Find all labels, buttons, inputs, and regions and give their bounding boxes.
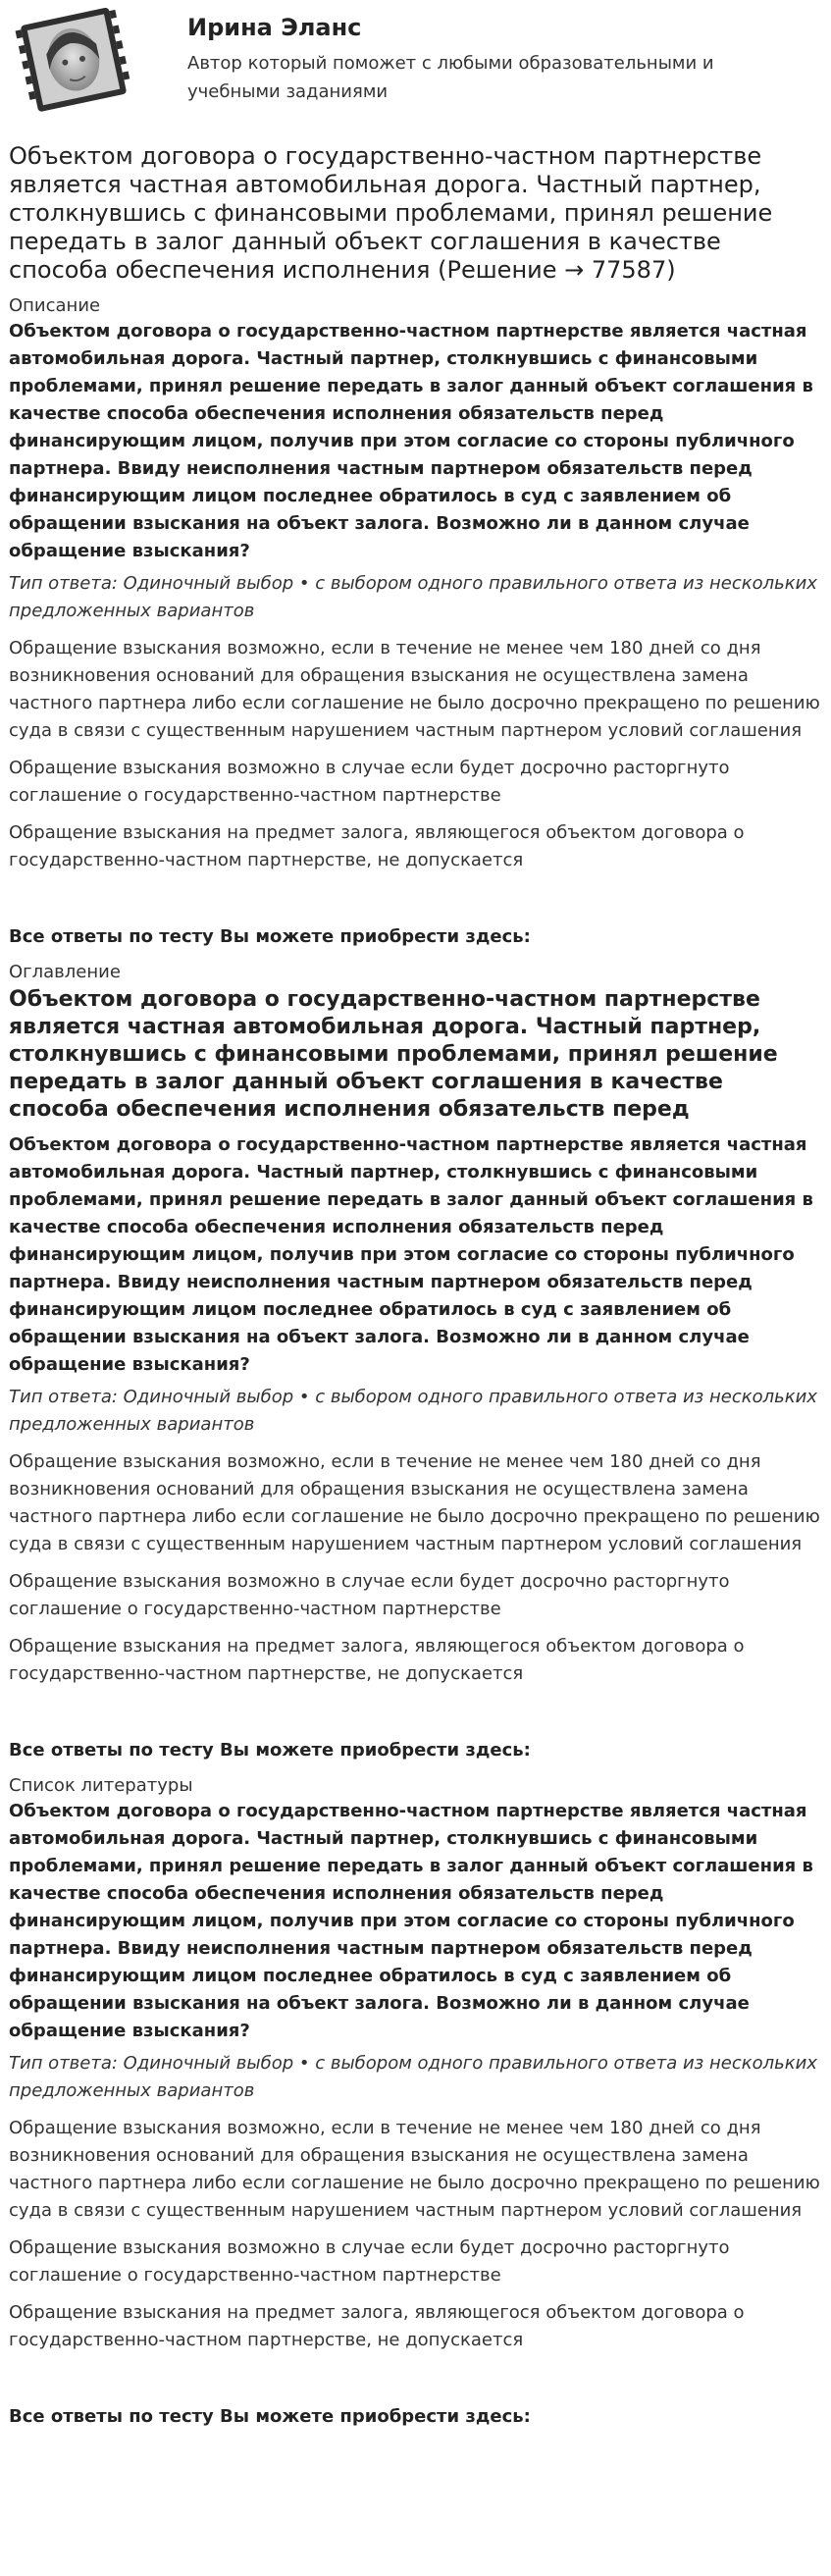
answer-type bbox=[9, 570, 822, 625]
answer-option-2: Обращение взыскания возможно в случае если будет досрочно расторгнуто соглашение о государственно-частном партнерстве bbox=[9, 758, 730, 806]
section-description bbox=[9, 294, 822, 951]
answer-type bbox=[9, 2050, 822, 2105]
answer-type-label: Тип ответа: bbox=[9, 2053, 118, 2074]
author-name[interactable]: Ирина Эланс bbox=[187, 14, 362, 41]
answer-option-1: Обращение взыскания возможно, если в течение не менее чем 180 дней со дня возникновения оснований для обращения взыскания не осуществлена замена частного партнера либо если соглашение не было досрочно прекращено по решению суда в связи с существенным нарушением частным партнером условий соглашения bbox=[9, 2118, 820, 2221]
answer-option-3: Обращение взыскания на предмет залога, являющегося объектом договора о государственно-частном партнерстве, не допускается bbox=[9, 2302, 745, 2350]
buy-answers-text: Все ответы по тесту Вы можете приобрести здесь: bbox=[9, 926, 531, 947]
answer-option-2: Обращение взыскания возможно в случае если будет досрочно расторгнуто соглашение о государственно-частном партнерстве bbox=[9, 2237, 730, 2286]
buy-answers-text: Все ответы по тесту Вы можете приобрести здесь: bbox=[9, 2406, 531, 2427]
author-card bbox=[9, 0, 822, 137]
answer-type-value: Одиночный выбор • с выбором одного правильного ответа из нескольких предложенных вариантов bbox=[9, 573, 817, 621]
section-label: Описание bbox=[9, 295, 101, 316]
answer-option-3: Обращение взыскания на предмет залога, являющегося объектом договора о государственно-частном партнерстве, не допускается bbox=[9, 1636, 745, 1684]
buy-answers-text: Все ответы по тесту Вы можете приобрести здесь: bbox=[9, 1740, 531, 1761]
section-bibliography bbox=[9, 1774, 822, 2431]
answer-option-1: Обращение взыскания возможно, если в течение не менее чем 180 дней со дня возникновения оснований для обращения взыскания не осуществлена замена частного партнера либо если соглашение не было досрочно прекращено по решению суда в связи с существенным нарушением частным партнером условий соглашения bbox=[9, 1451, 820, 1554]
question-text: Объектом договора о государственно-частном партнерстве является частная автомобильная дорога. Частный партнер, столкнувшись с финансовыми проблемами, принял решение передать в залог данный объект соглашения в качестве способа обеспечения исполнения обязательств перед финансирующим лицом, получив при этом согласие со стороны публичного партнера. Ввиду неисполнения частным партнером обязательств перед финансирующим лицом последнее обратилось в суд с заявлением об обращении взыскания на объект залога. Возможно ли в данном случае обращение взыскания? bbox=[9, 1134, 813, 1375]
author-avatar[interactable] bbox=[15, 6, 130, 114]
section-contents bbox=[9, 961, 822, 1764]
page-title: Объектом договора о государственно-частном партнерстве является частная автомобильная дорога. Частный партнер, столкнувшись с финансовыми проблемами, принял решение передать в залог данный объект соглашения в качестве способа обеспечения исполнения (Решение → 77587) bbox=[9, 142, 773, 284]
answer-type-label: Тип ответа: bbox=[9, 1387, 118, 1407]
answer-type bbox=[9, 1384, 822, 1439]
question-text: Объектом договора о государственно-частном партнерстве является частная автомобильная дорога. Частный партнер, столкнувшись с финансовыми проблемами, принял решение передать в залог данный объект соглашения в качестве способа обеспечения исполнения обязательств перед финансирующим лицом, получив при этом согласие со стороны публичного партнера. Ввиду неисполнения частным партнером обязательств перед финансирующим лицом последнее обратилось в суд с заявлением об обращении взыскания на объект залога. Возможно ли в данном случае обращение взыскания? bbox=[9, 321, 813, 561]
section-label: Список литературы bbox=[9, 1775, 193, 1796]
answer-type-value: Одиночный выбор • с выбором одного правильного ответа из нескольких предложенных вариантов bbox=[9, 2053, 817, 2101]
answer-option-1: Обращение взыскания возможно, если в течение не менее чем 180 дней со дня возникновения оснований для обращения взыскания не осуществлена замена частного партнера либо если соглашение не было досрочно прекращено по решению суда в связи с существенным нарушением частным партнером условий соглашения bbox=[9, 638, 820, 741]
avatar-film-frame-icon bbox=[15, 6, 130, 114]
author-description: Автор который поможет с любыми образовательными и учебными заданиями bbox=[187, 53, 714, 102]
answer-option-2: Обращение взыскания возможно в случае если будет досрочно расторгнуто соглашение о государственно-частном партнерстве bbox=[9, 1571, 730, 1619]
section-label: Оглавление bbox=[9, 962, 121, 982]
answer-type-value: Одиночный выбор • с выбором одного правильного ответа из нескольких предложенных вариантов bbox=[9, 1387, 817, 1435]
contents-heading: Объектом договора о государственно-частном партнерстве является частная автомобильная дорога. Частный партнер, столкнувшись с финансовыми проблемами, принял решение передать в залог данный объект соглашения в качестве способа обеспечения исполнения обязательств перед bbox=[9, 987, 778, 1122]
question-text: Объектом договора о государственно-частном партнерстве является частная автомобильная дорога. Частный партнер, столкнувшись с финансовыми проблемами, принял решение передать в залог данный объект соглашения в качестве способа обеспечения исполнения обязательств перед финансирующим лицом, получив при этом согласие со стороны публичного партнера. Ввиду неисполнения частным партнером обязательств перед финансирующим лицом последнее обратилось в суд с заявлением об обращении взыскания на объект залога. Возможно ли в данном случае обращение взыскания? bbox=[9, 1801, 813, 2041]
answer-option-3: Обращение взыскания на предмет залога, являющегося объектом договора о государственно-частном партнерстве, не допускается bbox=[9, 822, 745, 870]
answer-type-label: Тип ответа: bbox=[9, 573, 118, 594]
